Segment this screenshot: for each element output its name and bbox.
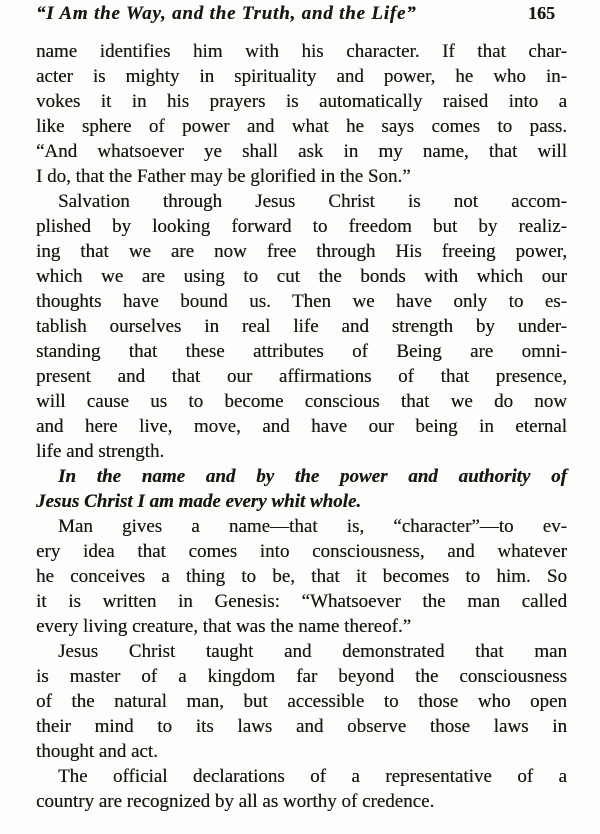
text-line: acter is mighty in spirituality and power, he who in-	[36, 66, 567, 87]
text-line: standing that these attributes of Being are omni-	[36, 341, 567, 362]
text-line: and here live, move, and have our being in eternal	[36, 416, 567, 437]
text-line: plished by looking forward to freedom but by realiz-	[36, 216, 567, 237]
paragraph	[36, 464, 567, 514]
text-line: it is written in Genesis: “Whatsoever the man called	[36, 591, 567, 612]
text-line: thoughts have bound us. Then we have only to es-	[36, 291, 567, 312]
text-line: life and strength.	[36, 441, 165, 462]
text-line: name identifies him with his character. If that char-	[36, 41, 567, 62]
text-line: thought and act.	[36, 741, 158, 762]
paragraph	[36, 514, 567, 639]
paragraph	[36, 639, 567, 764]
text-line: Jesus Christ taught and demonstrated that man	[58, 641, 567, 662]
paragraph	[36, 39, 567, 189]
text-line: Man gives a name—that is, “character”—to ev-	[58, 516, 567, 537]
page-number: 165	[528, 3, 555, 23]
text-line: vokes it in his prayers is automatically raised into a	[36, 91, 567, 112]
running-header-title: “I Am the Way, and the Truth, and the Life”	[36, 3, 417, 24]
paragraph	[36, 189, 567, 464]
text-line: present and that our affirmations of that presence,	[36, 366, 567, 387]
text-line: Jesus Christ I am made every whit whole.	[36, 491, 362, 512]
text-line: like sphere of power and what he says comes to pass.	[36, 116, 567, 137]
text-line: I do, that the Father may be glorified in the Son.”	[36, 166, 411, 187]
text-line: ery idea that comes into consciousness, and whatever	[36, 541, 567, 562]
text-line: every living creature, that was the name thereof.”	[36, 616, 412, 637]
text-line: tablish ourselves in real life and strength by under-	[36, 316, 567, 337]
running-header	[36, 2, 567, 25]
page-body	[36, 39, 567, 814]
text-line: he conceives a thing to be, that it becomes to him. So	[36, 566, 567, 587]
text-line: their mind to its laws and observe those laws in	[36, 716, 567, 737]
text-line: The official declarations of a representative of a	[58, 766, 567, 787]
text-line: of the natural man, but accessible to those who open	[36, 691, 567, 712]
paragraph	[36, 764, 567, 814]
text-line: country are recognized by all as worthy of credence.	[36, 791, 435, 812]
text-line: is master of a kingdom far beyond the consciousness	[36, 666, 567, 687]
text-line: Salvation through Jesus Christ is not accom-	[58, 191, 567, 212]
text-line: “And whatsoever ye shall ask in my name, that will	[36, 141, 567, 162]
text-line: will cause us to become conscious that we do now	[36, 391, 567, 412]
text-line: In the name and by the power and authority of	[58, 466, 567, 487]
text-line: ing that we are now free through His freeing power,	[36, 241, 567, 262]
text-line: which we are using to cut the bonds with which our	[36, 266, 567, 287]
